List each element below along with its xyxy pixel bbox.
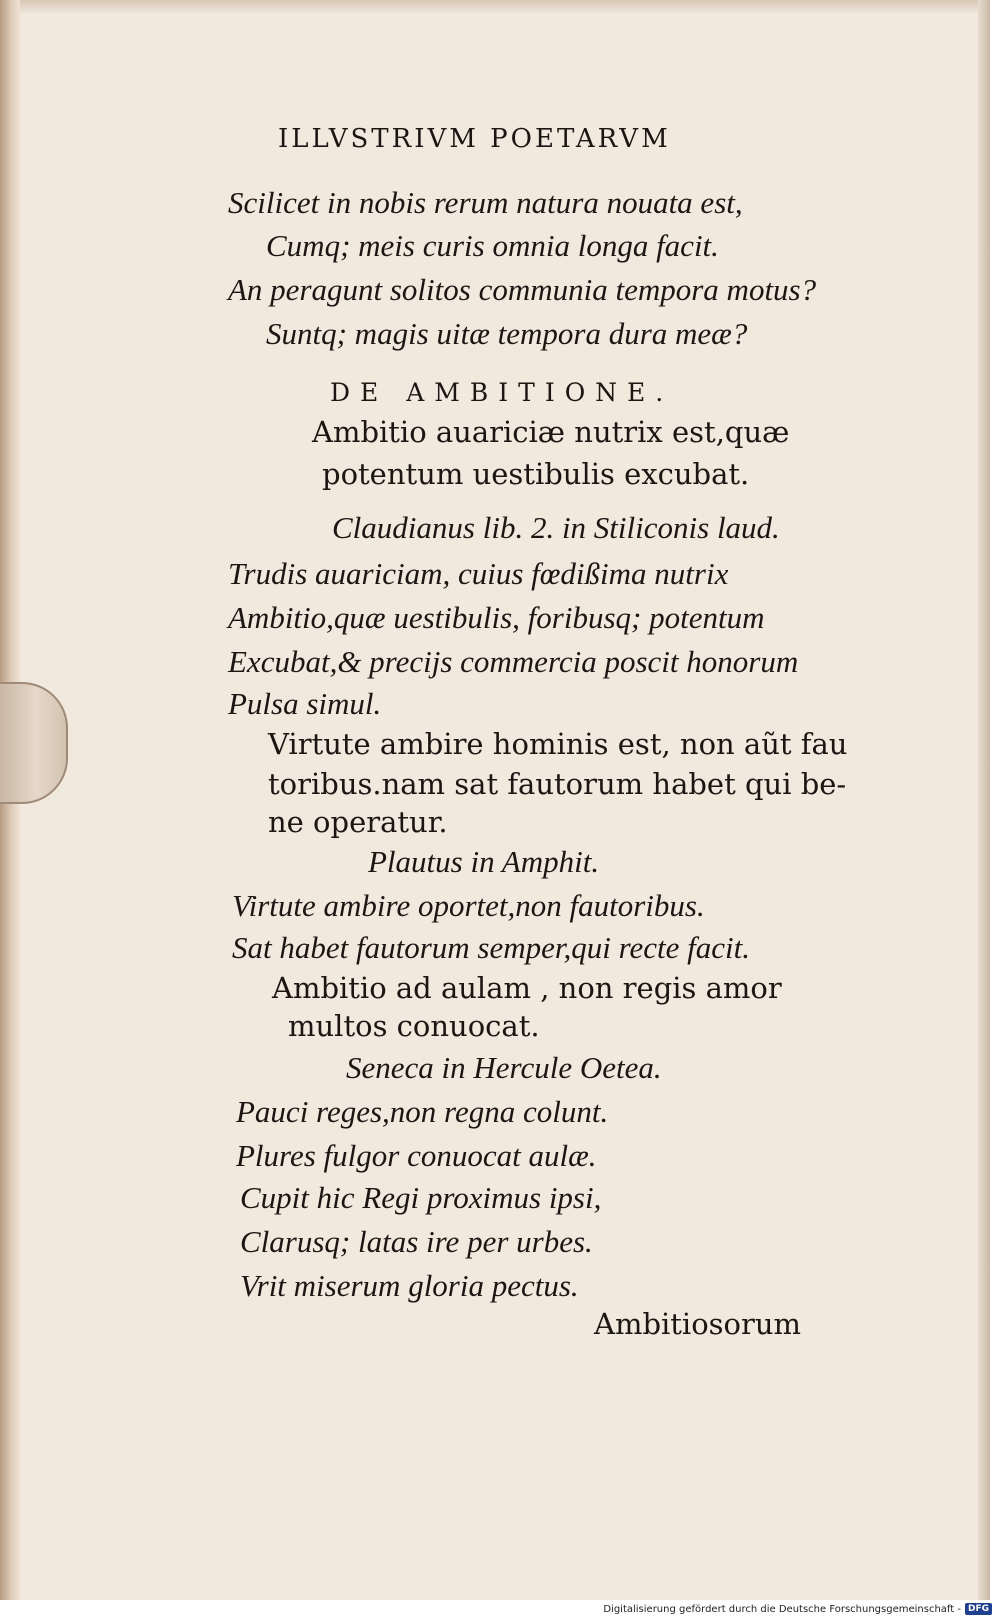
source-citation-1: Claudianus lib. 2. in Stiliconis laud. (332, 510, 780, 545)
text-line-17: Virtute ambire oportet,non fautoribus. (232, 888, 705, 923)
text-line-10: Ambitio,quæ uestibulis, foribusq; potentum (228, 600, 765, 635)
catchword: Ambitiosorum (594, 1307, 802, 1341)
text-line-1: Scilicet in nobis rerum natura nouata est, (228, 185, 743, 220)
text-line-14: toribus.nam sat fautorum habet qui be- (268, 767, 847, 801)
text-line-18: Sat habet fautorum semper,qui recte facit. (232, 930, 751, 965)
text-line-3: An peragunt solitos communia tempora motus? (228, 272, 817, 307)
text-line-25: Clarusq; latas ire per urbes. (240, 1224, 593, 1259)
text-line-24: Cupit hic Regi proximus ipsi, (240, 1180, 602, 1215)
source-citation-2: Plautus in Amphit. (368, 844, 600, 879)
text-line-6: Ambitio auariciæ nutrix est,quæ (312, 415, 790, 449)
book-clasp (0, 682, 68, 804)
text-line-7: potentum uestibulis excubat. (322, 457, 750, 491)
text-line-2: Cumq; meis curis omnia longa facit. (266, 228, 719, 263)
text-line-13: Virtute ambire hominis est, non aũt fau (268, 727, 848, 761)
digitization-footer (603, 1603, 992, 1615)
running-head: ILLVSTRIVM POETARVM (278, 124, 671, 154)
dfg-logo-icon: DFG (965, 1603, 992, 1615)
page-top-edge (0, 0, 990, 14)
text-line-22: Pauci reges,non regna colunt. (236, 1094, 609, 1129)
text-line-15: ne operatur. (268, 805, 448, 839)
text-line-11: Excubat,& precijs commercia poscit honorum (228, 644, 799, 679)
text-line-9: Trudis auariciam, cuius fœdißima nutrix (228, 556, 729, 591)
footer-text: Digitalisierung gefördert durch die Deutsche Forschungsgemeinschaft - (603, 1603, 961, 1615)
text-line-20: multos conuocat. (288, 1009, 540, 1043)
text-line-26: Vrit miserum gloria pectus. (240, 1268, 579, 1303)
text-line-12: Pulsa simul. (228, 686, 382, 721)
text-line-4: Suntq; magis uitæ tempora dura meæ? (266, 316, 748, 351)
text-line-23: Plures fulgor conuocat aulæ. (236, 1138, 597, 1173)
text-line-19: Ambitio ad aulam , non regis amor (272, 971, 782, 1005)
source-citation-3: Seneca in Hercule Oetea. (346, 1050, 662, 1085)
section-heading: DE AMBITIONE. (330, 378, 674, 407)
page-right-edge (978, 0, 990, 1600)
